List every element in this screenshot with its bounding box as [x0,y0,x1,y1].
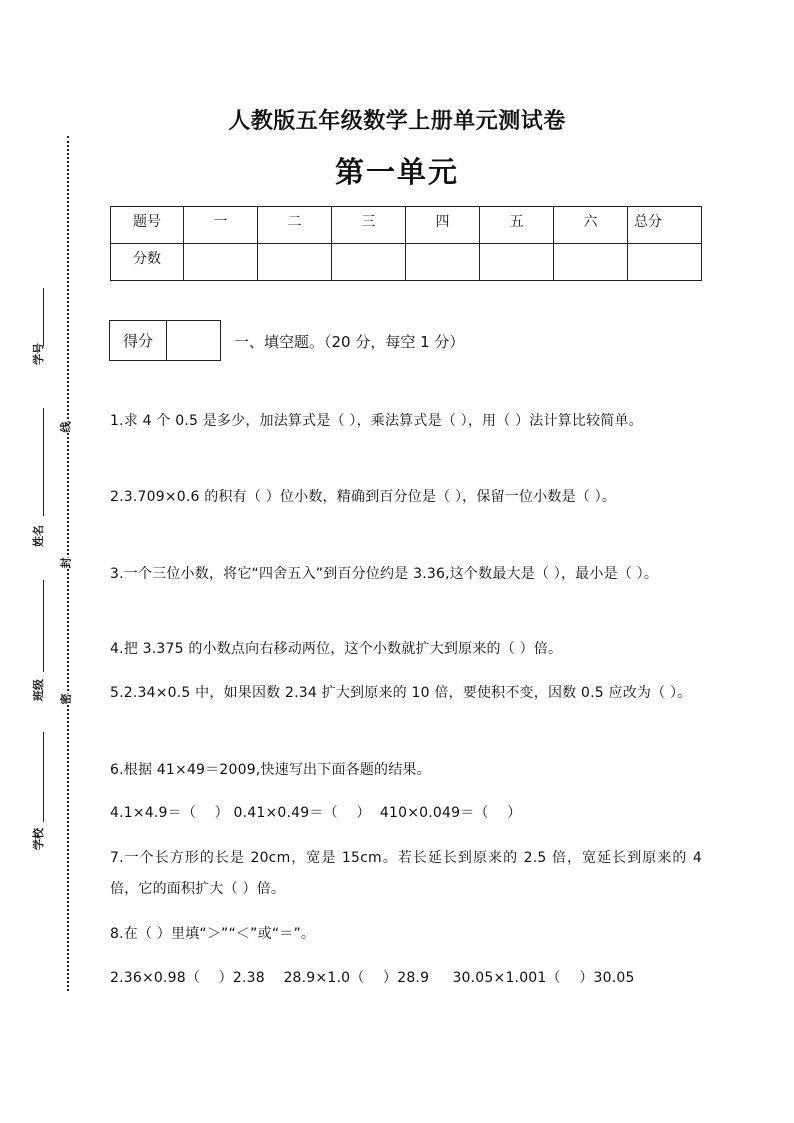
name-blank [43,408,44,516]
score-cell-2[interactable] [258,244,332,281]
col-2: 二 [258,207,332,244]
school-blank [43,732,44,822]
col-5: 五 [480,207,554,244]
col-total: 总分 [628,207,702,244]
class-label: 班级 [32,679,45,701]
seal-char-secret: 密 [59,693,73,705]
exam-title: 人教版五年级数学上册单元测试卷 [228,108,566,134]
score-table-score-row [111,244,702,281]
section-score-value[interactable] [167,321,220,360]
section-one-title: 一、填空题。（20 分，每空 1 分） [234,333,465,351]
col-6: 六 [554,207,628,244]
row-label-question-no: 题号 [111,207,184,244]
question-6: 6.根据 41×49＝2009,快速写出下面各题的结果。 [110,762,431,778]
question-4: 4.把 3.375 的小数点向右移动两位，这个小数就扩大到原来的（ ）倍。 [110,641,563,657]
class-blank [43,580,44,672]
score-cell-total[interactable] [628,244,702,281]
unit-title: 第一单元 [334,155,459,189]
seal-char-seal: 封 [59,557,73,569]
score-cell-1[interactable] [184,244,258,281]
row-label-score: 分数 [111,244,184,281]
question-5: 5.2.34×0.5 中，如果因数 2.34 扩大到原来的 10 倍，要使积不变，因数 0.5 应改为（ ）。 [110,685,692,701]
seal-char-line: 线 [59,421,73,433]
section-score-box [109,320,221,361]
question-6-items: 4.1×4.9＝（ ） 0.41×0.49＝（ ） 410×0.049＝（ ） [110,805,522,821]
question-3: 3.一个三位小数，将它“四舍五入”到百分位约是 3.36,这个数最大是（ ），最小是（ ）。 [110,566,659,582]
student-id-label: 学号 [32,343,45,365]
score-cell-6[interactable] [554,244,628,281]
score-table-header-row [111,207,702,244]
question-2: 2.3.709×0.6 的积有（ ）位小数，精确到百分位是（ ），保留一位小数是（ ）。 [110,489,617,505]
col-4: 四 [406,207,480,244]
section-score-label: 得分 [110,321,167,360]
question-1: 1.求 4 个 0.5 是多少，加法算式是（ ），乘法算式是（ ），用（ ）法计算比较简单。 [110,413,643,429]
score-cell-4[interactable] [406,244,480,281]
score-cell-3[interactable] [332,244,406,281]
score-cell-5[interactable] [480,244,554,281]
question-8: 8.在（ ）里填“＞”“＜”或“＝”。 [110,926,316,942]
name-label: 姓名 [32,525,45,547]
question-7: 7.一个长方形的长是 20cm，宽是 15cm。若长延长到原来的 2.5 倍，宽延长到原来的 4 倍，它的面积扩大（ ）倍。 [110,850,702,897]
student-id-blank [43,288,44,346]
score-table [110,206,702,281]
col-1: 一 [184,207,258,244]
col-3: 三 [332,207,406,244]
question-8-items: 2.36×0.98（ ）2.38 28.9×1.0（ ）28.9 30.05×1.001（ ）30.05 [110,970,635,986]
school-label: 学校 [32,828,45,850]
